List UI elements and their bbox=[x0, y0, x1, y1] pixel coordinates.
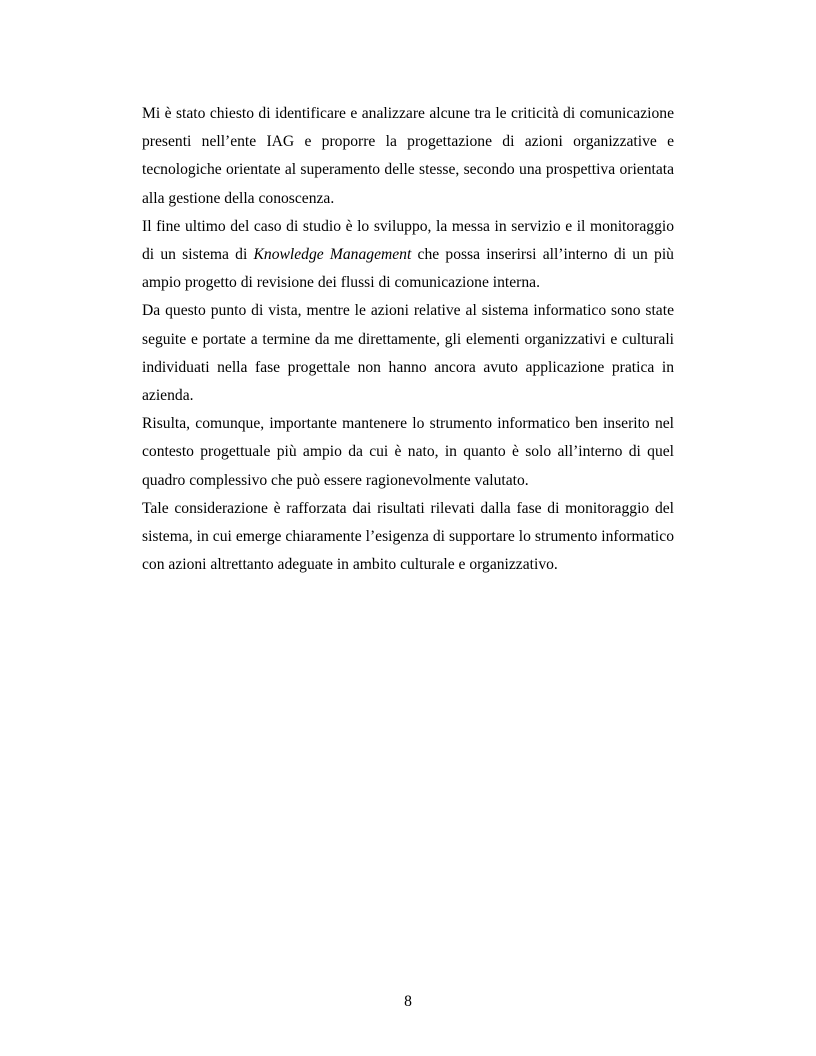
paragraph-3: Da questo punto di vista, mentre le azioni relative al sistema informatico sono state seguite e portate a termine da me direttamente, gli elementi organizzativi e culturali individuati nella fase progettale non hanno ancora avuto applicazione pratica in azienda. bbox=[142, 302, 674, 405]
paragraph-1: Mi è stato chiesto di identificare e analizzare alcune tra le criticità di comunicazione presenti nell’ente IAG e proporre la progettazione di azioni organizzative e tecnologiche orientate al superamento delle stesse, secondo una prospettiva orientata alla gestione della conoscenza. bbox=[142, 105, 674, 207]
page-number: 8 bbox=[404, 993, 412, 1010]
paragraph-2-before: Il fine ultimo del caso di studio è lo sviluppo, la messa in servizio e il monitoraggio di un sistema di bbox=[142, 217, 674, 264]
paragraph-2-emphasis: Knowledge Management bbox=[253, 246, 412, 264]
paragraph-4: Risulta, comunque, importante mantenere lo strumento informatico ben inserito nel contesto progettuale più ampio da cui è nato, in quanto è solo all’interno di quel quadro complessivo che può essere ragionevolmente valutato. bbox=[142, 415, 674, 489]
paragraph-2 bbox=[142, 213, 674, 298]
paragraph-2-after: che possa inserirsi all’interno di un più ampio progetto di revisione dei flussi di comunicazione interna. bbox=[142, 246, 674, 292]
paragraph-5: Tale considerazione è rafforzata dai risultati rilevati dalla fase di monitoraggio del sistema, in cui emerge chiaramente l’esigenza di supportare lo strumento informatico con azioni altrettanto adeguate in ambito culturale e organizzativo. bbox=[142, 499, 674, 574]
page-body bbox=[142, 100, 674, 579]
